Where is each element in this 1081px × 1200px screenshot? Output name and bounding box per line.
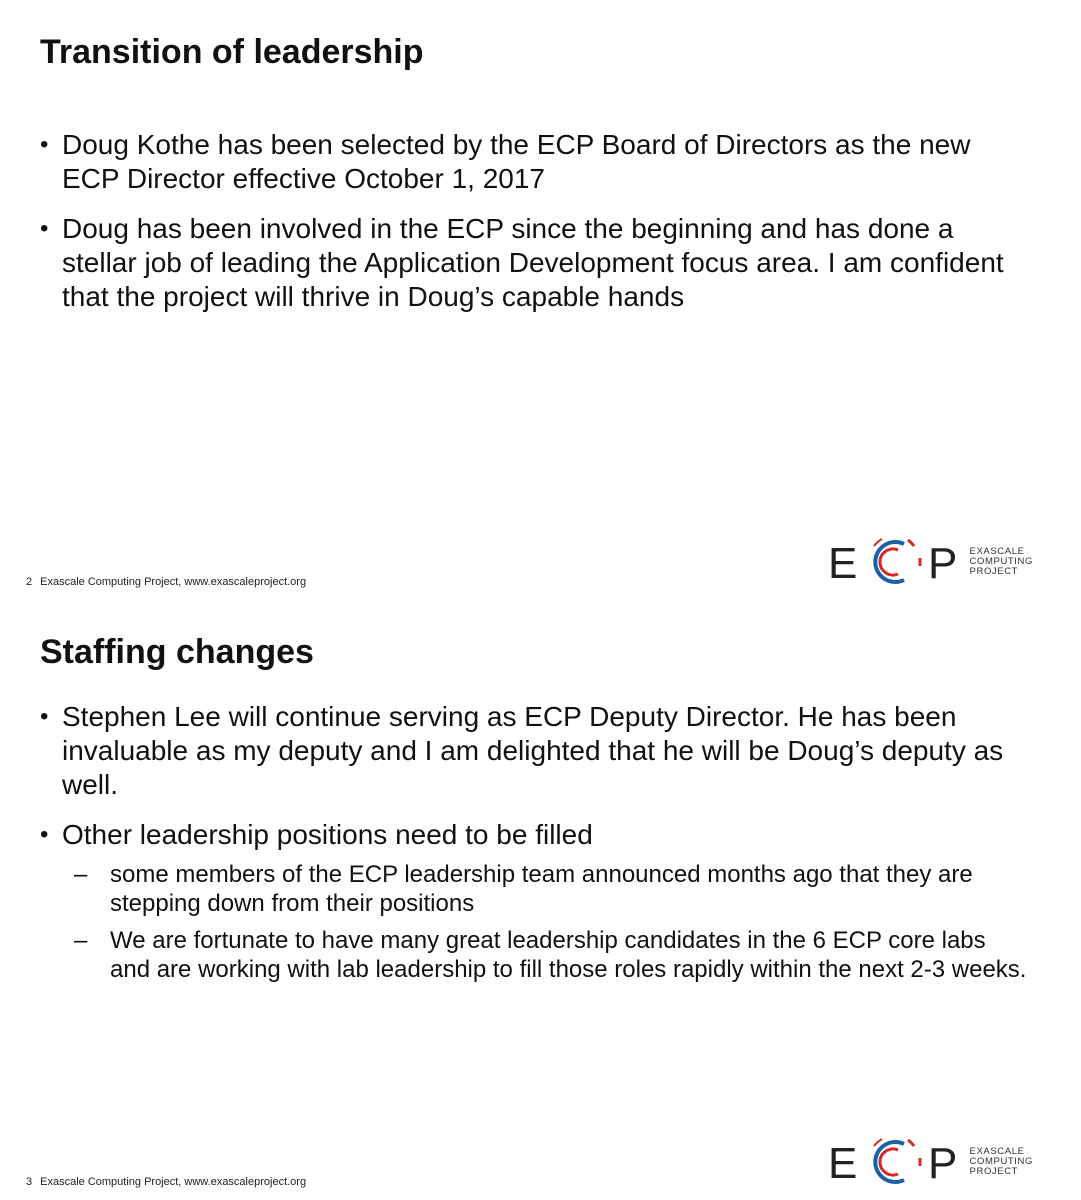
slide-footer	[26, 1176, 306, 1188]
bullet-dot-icon: •	[40, 703, 49, 730]
logo-wordmark	[970, 547, 1033, 577]
bullet-list	[40, 128, 1031, 330]
bullet-text: Doug has been involved in the ECP since the beginning and has done a stellar job of leading the Application Development focus area. I am confident that the project will thrive in Doug’s capable hands	[62, 213, 1004, 312]
logo-line: EXASCALE	[969, 1146, 1025, 1157]
sub-bullet-text: We are fortunate to have many great leadership candidates in the 6 ECP core labs and are working with lab leadership to fill those roles rapidly within the next 2-3 weeks.	[110, 927, 1027, 983]
logo-wordmark	[970, 1147, 1033, 1177]
bullet-dot-icon: •	[40, 131, 49, 158]
bullet-text: Other leadership positions need to be filled	[62, 819, 593, 850]
dash-icon: –	[74, 927, 88, 954]
bullet-item	[40, 212, 1031, 314]
logo-line: COMPUTING	[969, 556, 1033, 567]
ecp-logo	[828, 1138, 1033, 1186]
logo-line: EXASCALE	[969, 546, 1025, 557]
page-number: 3	[26, 1176, 33, 1188]
sub-bullet-item	[74, 926, 1031, 984]
bullet-dot-icon: •	[40, 821, 49, 848]
sub-bullet-item	[74, 860, 1031, 918]
logo-letter-e: E	[827, 539, 857, 586]
logo-c-ring-icon	[874, 1138, 920, 1182]
logo-line: PROJECT	[969, 566, 1019, 577]
slide-footer	[26, 576, 306, 588]
bullet-text: Stephen Lee will continue serving as ECP Deputy Director. He has been invaluable as my deputy and I am delighted that he will be Doug’s deputy as well.	[62, 701, 1004, 800]
ecp-logo-mark-icon	[828, 538, 964, 586]
slide-staffing	[0, 600, 1081, 1200]
logo-letter-e: E	[827, 1139, 857, 1186]
logo-letter-p: P	[927, 539, 957, 586]
bullet-list	[40, 700, 1031, 1000]
bullet-item	[40, 818, 1031, 984]
bullet-item	[40, 128, 1031, 196]
slide-title: Transition of leadership	[40, 33, 424, 71]
footer-text: Exascale Computing Project, www.exascaleproject.org	[40, 1176, 307, 1188]
sub-bullet-text: some members of the ECP leadership team announced months ago that they are stepping down from their positions	[110, 861, 973, 917]
ecp-logo-mark-icon	[828, 1138, 964, 1186]
logo-c-ring-icon	[874, 538, 920, 582]
ecp-logo	[828, 538, 1033, 586]
logo-letter-p: P	[927, 1139, 957, 1186]
slide-title: Staffing changes	[40, 633, 314, 671]
bullet-text: Doug Kothe has been selected by the ECP Board of Directors as the new ECP Director effective October 1, 2017	[62, 129, 971, 194]
dash-icon: –	[74, 861, 88, 888]
bullet-dot-icon: •	[40, 215, 49, 242]
sub-bullet-list	[62, 860, 1031, 984]
footer-text: Exascale Computing Project, www.exascaleproject.org	[40, 576, 307, 588]
logo-line: PROJECT	[969, 1166, 1019, 1177]
logo-line: COMPUTING	[969, 1156, 1033, 1167]
page-number: 2	[26, 576, 33, 588]
bullet-item	[40, 700, 1031, 802]
